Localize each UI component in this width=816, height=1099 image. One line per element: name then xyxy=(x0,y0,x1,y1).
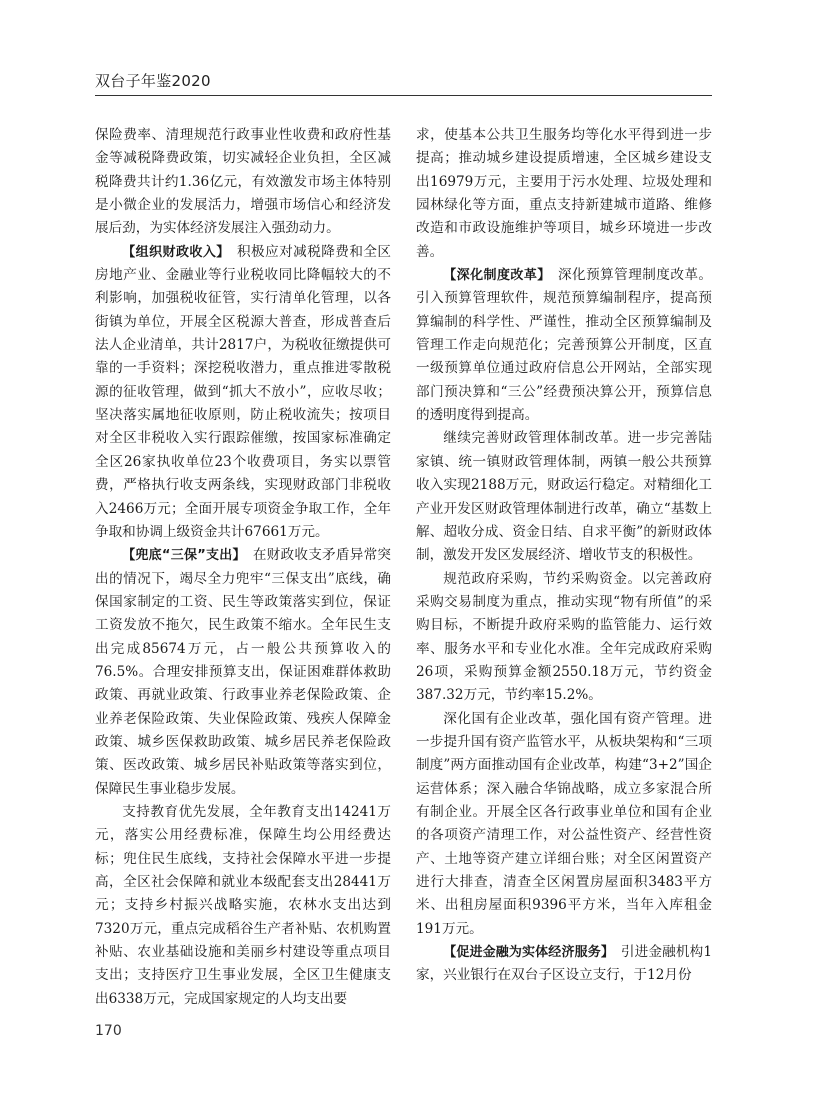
paragraph-continuation: 保险费率、清理规范行政事业性收费和政府性基金等减税降费政策，切实减轻企业负担，全区减税降费共计约1.36亿元，有效激发市场主体特别是小微企业的发展活力，增强市场信心和经济发展后劲，为实体经济发展注入强劲动力。 xyxy=(95,127,391,237)
paragraph-state-enterprise-reform: 深化国有企业改革，强化国有资产管理。进一步提升国有资产监管水平，从板块架构和“三项制度”两方面推动国有企业改革，构建“3+2”国企运营体系；深入融合华锦战略，成立多家混合所有制企业。开展全区各行政事业单位和国有企业的各项资产清理工作，对公益性资产、经营性资产、土地等资产建立详细台账；对全区闲置资产进行大排查，清查全区闲置房屋面积3483平方米、出租房屋面积9396平方米，当年入库租金191万元。 xyxy=(416,710,712,937)
paragraph-text: 深化预算管理制度改革。引入预算管理软件，规范预算编制程序，提高预算编制的科学性、严谨性，推动全区预算编制及管理工作走向规范化；完善预算公开制度，区直一级预算单位通过政府信息公开网站，全部实现部门预决算和“三公”经费预决算公开，预算信息的透明度得到提高。 xyxy=(416,267,712,424)
paragraph-education-support: 支持教育优先发展，全年教育支出14241万元，落实公用经费标准，保障生均公用经费达标；兜住民生底线，支持社会保障水平进一步提高，全区社会保障和就业本级配套支出28441万元；支持乡村振兴战略实施，农林水支出达到7320万元，重点完成稻谷生产者补贴、农机购置补贴、农业基础设施和美丽乡村建设等重点项目支出；支持医疗卫生事业发展，全区卫生健康支出6338万元，完成国家规定的人均支出要 xyxy=(95,803,391,1007)
section-heading-three-guarantees: 【兜底“三保”支出】 xyxy=(122,548,246,564)
section-heading-organize-revenue: 【组织财政收入】 xyxy=(122,244,230,260)
paragraph-organize-revenue xyxy=(95,241,391,544)
header-rule xyxy=(95,95,712,96)
paragraph-three-guarantees xyxy=(95,544,391,801)
paragraph-finance-service xyxy=(416,941,712,988)
paragraph-continuation: 求，使基本公共卫生服务均等化水平得到进一步提高；推动城乡建设提质增速，全区城乡建设支出16979万元，主要用于污水处理、垃圾处理和园林绿化等方面，重点支持新建城市道路、维修改造和市政设施维护等项目，城乡环境进一步改善。 xyxy=(416,127,712,260)
paragraph-fiscal-management: 继续完善财政管理体制改革。进一步完善陆家镇、统一镇财政管理体制，两镇一般公共预算收入实现2188万元，财政运行稳定。对精细化工产业开发区财政管理体制进行改革，确立“基数上解、超收分成、资金日结、自求平衡”的新财政体制，激发开发区发展经济、增收节支的积极性。 xyxy=(416,430,712,564)
paragraph-text: 在财政收支矛盾异常突出的情况下，竭尽全力兜牢“三保支出”底线，确保国家制定的工资、民生等政策落实到位，保证工资发放不拖欠，民生政策不缩水。全年民生支出完成85674万元，占一般公共预算收入的76.5%。合理安排预算支出，保证困难群体救助政策、再就业政策、行政事业养老保险政策、企业养老保险政策、失业保险政策、残疾人保障金政策、城乡医保救助政策、城乡居民养老保险政策、医改政策、城乡居民补贴政策等落实到位，保障民生事业稳步发展。 xyxy=(95,547,392,797)
right-column xyxy=(416,124,712,988)
running-header-title: 双台子年鉴2020 xyxy=(95,72,211,90)
page-number: 170 xyxy=(95,1023,122,1039)
paragraph-text: 引进金融机构1家，兴业银行在双台子区设立支行，于12月份 xyxy=(416,944,712,984)
section-heading-finance-service: 【促进金融为实体经济服务】 xyxy=(443,945,614,961)
paragraph-procurement: 规范政府采购，节约采购资金。以完善政府采购交易制度为重点，推动实现“物有所值”的采购目标，不断提升政府采购的监管能力、运行效率、服务水平和专业化水准。全年完成政府采购26项，采购预算金额2550.18万元，节约资金387.32万元，节约率15.2%。 xyxy=(416,570,712,704)
section-heading-system-reform: 【深化制度改革】 xyxy=(443,268,551,284)
left-column xyxy=(95,124,391,1011)
paragraph-text: 积极应对减税降费和全区房地产业、金融业等行业税收同比降幅较大的不利影响，加强税收征管，实行清单化管理，以各街镇为单位，开展全区税源大普查，形成普查后法人企业清单，共计2817户，为税收征缴提供可靠的一手资料；深挖税收潜力，重点推进零散税源的征收管理，做到“抓大不放小”，应收尽收；坚决落实属地征收原则，防止税收流失；按项目对全区非税收入实行跟踪催缴，按国家标准确定全区26家执收单位23个收费项目，务实以票管费，严格执行收支两条线，实现财政部门非税收入2466万元；全面开展专项资金争取工作，全年争取和协调上级资金共计67661万元。 xyxy=(95,243,391,540)
paragraph-system-reform xyxy=(416,264,712,427)
